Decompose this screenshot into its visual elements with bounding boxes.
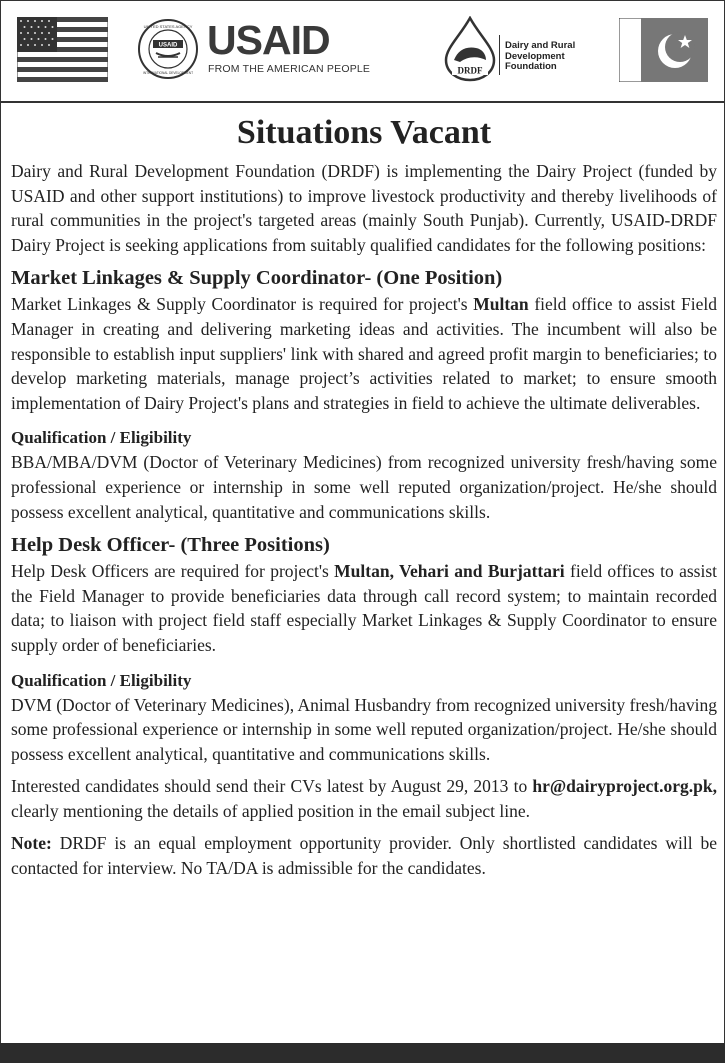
position-1-qualification-title: Qualification / Eligibility	[11, 428, 192, 448]
apply-instructions: Interested candidates should send their CVs latest by August 29, 2013 to hr@dairyproject.org.pk, clearly mentioning the details of applied position in the email subject line.	[11, 776, 717, 821]
svg-text:INTERNATIONAL DEVELOPMENT: INTERNATIONAL DEVELOPMENT	[142, 71, 194, 75]
drdf-name-line: Development	[505, 50, 565, 62]
usaid-seal-icon	[138, 19, 198, 79]
footer-bar	[0, 1043, 725, 1063]
position-2-title: Help Desk Officer- (Three Positions)	[11, 534, 330, 557]
drdf-divider	[499, 35, 500, 75]
svg-text:DRDF: DRDF	[457, 65, 483, 76]
position-1-title: Market Linkages & Supply Coordinator- (One Position)	[11, 267, 503, 290]
email-address[interactable]: hr@dairyproject.org.pk,	[532, 776, 717, 797]
main-content	[11, 113, 717, 881]
drdf-name	[505, 41, 575, 73]
svg-text:UNITED STATES AGENCY: UNITED STATES AGENCY	[143, 24, 193, 29]
pakistan-flag-icon	[619, 18, 708, 82]
svg-text:USAID: USAID	[158, 42, 178, 49]
note-paragraph: Note: DRDF is an equal employment opportunity provider. Only shortlisted candidates will be contacted for interview. No TA/DA is admissible for the candidates.	[11, 833, 717, 879]
drdf-name-line: Foundation	[505, 61, 557, 72]
page-title: Situations Vacant	[236, 114, 492, 151]
usaid-tagline: FROM THE AMERICAN PEOPLE	[208, 63, 371, 75]
location-bold: Multan	[473, 294, 529, 315]
drdf-name-line: Dairy and Rural	[505, 40, 576, 51]
position-2-description: Help Desk Officers are required for project's Multan, Vehari and Burjattari field offices to assist the Field Manager to provide beneficiaries data through call record system; to maintain recorded data; to liaison with project field staff especially Market Linkages & Supply Coordinator to ensure supply order of beneficiaries.	[11, 561, 717, 655]
usaid-logo-text: USAID	[207, 17, 330, 63]
drdf-drop-logo-icon	[442, 16, 498, 82]
position-2-qualification-title: Qualification / Eligibility	[11, 670, 192, 690]
intro-paragraph: Dairy and Rural Development Foundation (DRDF) is implementing the Dairy Project (funded by USAID and other support institutions) to improve livestock productivity and thereby livelihoods of rural communities in the project's targeted areas (mainly South Punjab). Currently, USAID-DRDF Dairy Project is seeking applications from suitably qualified candidates for the following positions:	[11, 161, 717, 255]
note-label: Note:	[11, 833, 52, 854]
locations-bold: Multan, Vehari and Burjattari	[334, 561, 565, 582]
us-flag-icon	[17, 17, 108, 82]
position-1-qualification-text: BBA/MBA/DVM (Doctor of Veterinary Medicines) from recognized university fresh/having some professional experience or internship in some well reputed organization/project. He/she should possess excellent analytical, quantitative and communications skills.	[11, 452, 717, 522]
position-2-qualification-text: DVM (Doctor of Veterinary Medicines), Animal Husbandry from recognized university fresh/having some professional experience or internship in some well reputed organization/project. He/she should possess excellent analytical, quantitative and communications skills.	[11, 694, 717, 764]
header	[0, 0, 725, 103]
position-1-description: Market Linkages & Supply Coordinator is required for project's Multan field office to assist Field Manager in creating and delivering marketing ideas and activities. The incumbent will also be responsible to establish input suppliers' link with shared and agreed profit margin to beneficiaries; to develop marketing materials, manage project’s activities related to market; to ensure smooth implementation of Dairy Project's plans and strategies in field to achieve the ultimate deliverables.	[11, 294, 717, 413]
